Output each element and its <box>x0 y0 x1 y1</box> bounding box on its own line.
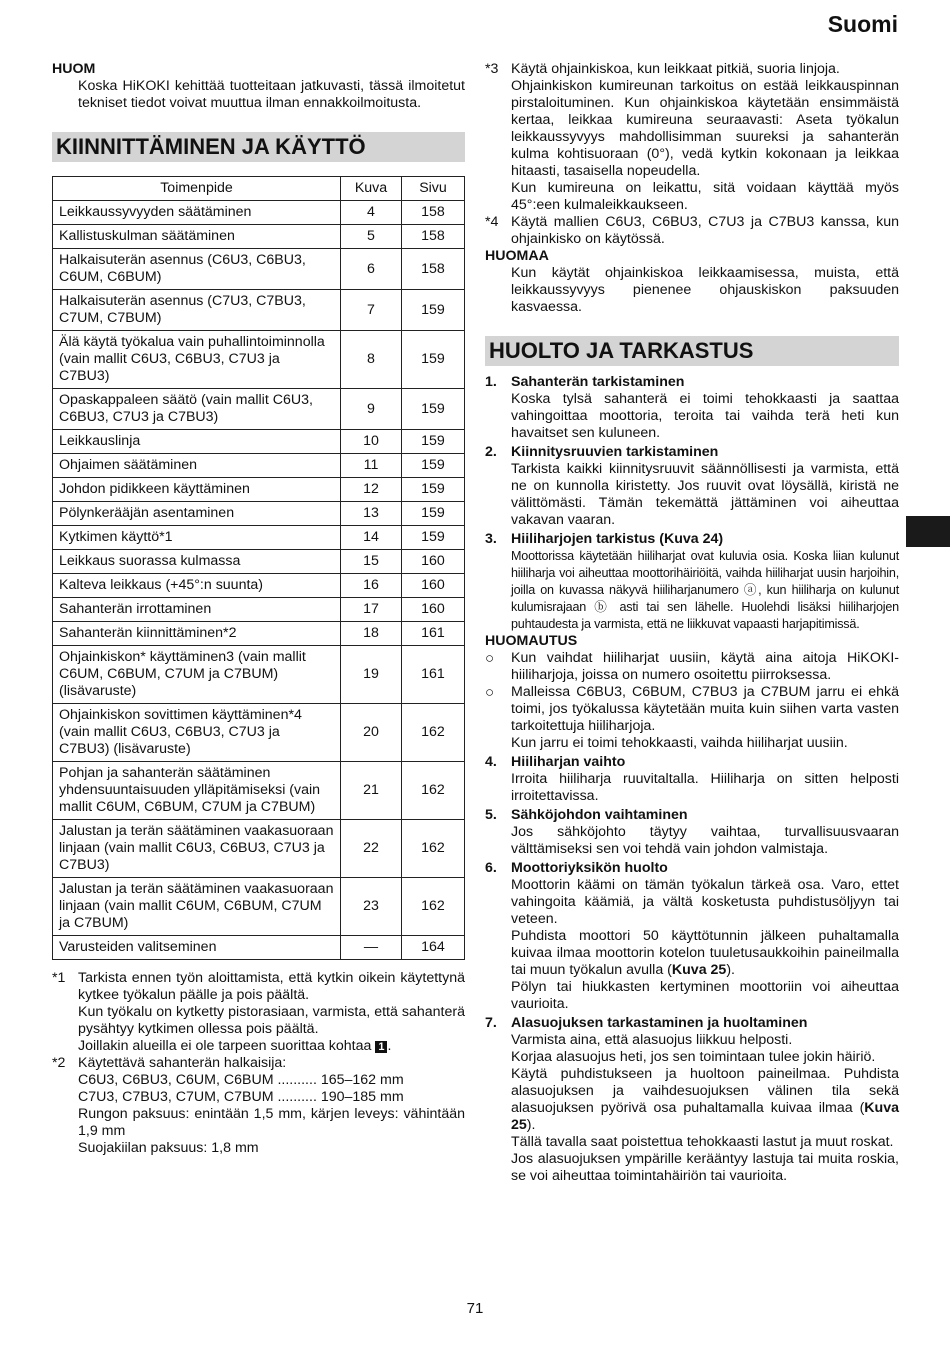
note-text: Koska HiKOKI kehittää tuotteitaan jatkuvasti, tässä ilmoitetut tekniset tiedot voivat muuttua ilman ennakkoilmoitusta. <box>78 78 465 111</box>
item-number: 4. <box>485 754 497 770</box>
table-cell-operation: Leikkaus suorassa kulmassa <box>53 550 341 574</box>
table-cell-figure: 4 <box>341 201 402 225</box>
item-text-5: Jos alasuojuksen ympärille kerääntyy lastuja tai muita roskia, se voi aiheuttaa toimintahäiriön tai vaurioita. <box>511 1151 899 1184</box>
table-cell-page: 160 <box>402 574 465 598</box>
table-cell-figure: 9 <box>341 389 402 430</box>
table-cell-operation: Kallistuskulman säätäminen <box>53 225 341 249</box>
table-row <box>53 502 465 526</box>
table-cell-page: 162 <box>402 878 465 936</box>
item-title: Sahanterän tarkistaminen <box>511 374 685 390</box>
blade-body-thickness: Rungon paksuus: enintään 1,5 mm, kärjen leveys: vähintään 1,9 mm <box>78 1106 465 1139</box>
item-number: 5. <box>485 807 497 823</box>
table-cell-figure: 14 <box>341 526 402 550</box>
item-number: 6. <box>485 860 497 876</box>
table-row <box>53 454 465 478</box>
item-number: 1. <box>485 374 497 390</box>
footnote-3-mark: *3 <box>485 61 499 77</box>
table-header-figure: Kuva <box>341 177 402 201</box>
maintenance-list <box>485 374 899 1185</box>
table-cell-page: 161 <box>402 646 465 704</box>
section-title-attach-use: KIINNITTÄMINEN JA KÄYTTÖ <box>52 132 465 162</box>
item-text-3 <box>511 1066 899 1134</box>
table-cell-page: 159 <box>402 290 465 331</box>
table-cell-figure: 8 <box>341 331 402 389</box>
table-row <box>53 598 465 622</box>
footnote-2 <box>52 1055 465 1157</box>
note-title: HUOM <box>52 61 96 77</box>
left-column <box>52 61 465 1157</box>
table-row <box>53 201 465 225</box>
table-cell-page: 159 <box>402 502 465 526</box>
table-cell-operation: Ohjaimen säätäminen <box>53 454 341 478</box>
table-row <box>53 389 465 430</box>
item-title: Sähköjohdon vaihtaminen <box>511 807 688 823</box>
table-cell-figure: 12 <box>341 478 402 502</box>
table-cell-operation: Ohjainkiskon* käyttäminen3 (vain mallit C6UM, C6BUM, C7UM ja C7BUM) (lisävaruste) <box>53 646 341 704</box>
table-cell-operation: Sahanterän irrottaminen <box>53 598 341 622</box>
table-cell-operation: Halkaisuterän asennus (C6U3, C6BU3, C6UM, C6BUM) <box>53 249 341 290</box>
table-cell-figure: 22 <box>341 820 402 878</box>
table-cell-operation: Jalustan ja terän säätäminen vaakasuoraan linjaan (vain mallit C6U3, C6BU3, C7U3 ja C7BU3) <box>53 820 341 878</box>
footnote-4 <box>485 214 899 248</box>
item-title: Hiiliharjojen tarkistus (Kuva 24) <box>511 531 724 547</box>
table-row <box>53 478 465 502</box>
table-cell-figure: 17 <box>341 598 402 622</box>
blade-diameter-c7: C7U3, C7BU3, C7UM, C7BUM .......... 190–185 mm <box>78 1089 404 1105</box>
item-number: 3. <box>485 531 497 547</box>
blade-diameter-c6: C6U3, C6BU3, C6UM, C6BUM .......... 165–162 mm <box>78 1072 404 1088</box>
item-text-3c: ). <box>526 1117 536 1133</box>
footnote-1-text3-line: Joillakin alueilla ei ole tarpeen suorittaa kohtaa 1 . <box>78 1038 392 1054</box>
figure-ref: Kuva 25 <box>511 1100 899 1133</box>
table-cell-figure: 16 <box>341 574 402 598</box>
maintenance-item-4 <box>485 754 899 805</box>
table-cell-figure: 10 <box>341 430 402 454</box>
table-cell-page: 159 <box>402 526 465 550</box>
item-text: Irroita hiiliharja ruuvitaltalla. Hiiliharja on sitten helposti irroitettavissa. <box>511 771 899 804</box>
table-cell-page: 162 <box>402 762 465 820</box>
footnote-1-text2: Kun työkalu on kytketty pistorasiaan, varmista, että sahanterä pysähtyy kytkimen ollessa pois päältä. <box>78 1004 465 1037</box>
table-cell-figure: 19 <box>341 646 402 704</box>
table-cell-page: 160 <box>402 598 465 622</box>
riving-knife-thickness: Suojakiilan paksuus: 1,8 mm <box>78 1140 259 1156</box>
table-cell-page: 158 <box>402 201 465 225</box>
table-cell-figure: 20 <box>341 704 402 762</box>
maintenance-item-2 <box>485 444 899 529</box>
circle-bullet-icon: ○ <box>485 684 495 701</box>
footnote-1-text3: Joillakin alueilla ei ole tarpeen suorittaa kohtaa <box>78 1038 372 1054</box>
table-row <box>53 820 465 878</box>
table-cell-page: 162 <box>402 704 465 762</box>
table-cell-page: 162 <box>402 820 465 878</box>
footnote-4-text: Käytä mallien C6U3, C6BU3, C7U3 ja C7BU3 kanssa, kun ohjainkisko on käytössä. <box>511 214 899 247</box>
footnote-3-text2: Ohjainkiskon kumireunan tarkoitus on estää leikkauspinnan pirstaloituminen. Kun ohjainkiskoa käytetään ensimmäistä kertaa, leikkaa kumireuna seuraavasti: Aseta työkalun leikkaussyvyys mahdollisimman suureksi ja sahanterän kulma kohtisuoraan (0°), vedä kytkin kokonaan ja leikkaa hitaasti, tasaisella nopeudella. <box>511 78 899 179</box>
table-header-row <box>53 177 465 201</box>
table-cell-operation: Pohjan ja sahanterän säätäminen yhdensuuntaisuuden ylläpitämiseksi (vain mallit C6UM, C6BUM, C7UM ja C7BUM) <box>53 762 341 820</box>
item-number: 2. <box>485 444 497 460</box>
maintenance-item-6 <box>485 860 899 1013</box>
notice-item-1 <box>485 650 899 684</box>
table-cell-operation: Pölynkerääjän asentaminen <box>53 502 341 526</box>
item-text: Jos sähköjohto täytyy vaihtaa, turvallisuusvaaran välttämiseksi sen voi tehdä vain johdon valmistaja. <box>511 824 899 857</box>
footnote-1-text: Tarkista ennen työn aloittamista, että kytkin oikein käytettynä kytkee työkalun päälle ja pois päältä. <box>78 970 465 1003</box>
table-row <box>53 290 465 331</box>
table-cell-page: 160 <box>402 550 465 574</box>
table-cell-figure: 15 <box>341 550 402 574</box>
table-row <box>53 249 465 290</box>
table-row <box>53 762 465 820</box>
language-label: Suomi <box>827 11 898 37</box>
table-cell-figure: 5 <box>341 225 402 249</box>
table-cell-operation: Halkaisuterän asennus (C7U3, C7BU3, C7UM, C7BUM) <box>53 290 341 331</box>
table-header-operation: Toimenpide <box>53 177 341 201</box>
item-text: Tarkista kaikki kiinnitysruuvit säännöllisesti ja varmista, että ne on kunnolla kiristetty. Jos ruuvit ovat löysällä, kiristä ne välittömästi. Tämän tekemättä jättäminen voi aiheuttaa vakavan vaaran. <box>511 461 899 528</box>
item-text-4: Tällä tavalla saat poistettua tehokkaasti lastut ja muut roskat. <box>511 1134 894 1150</box>
maintenance-item-3 <box>485 531 899 633</box>
table-cell-operation: Varusteiden valitseminen <box>53 936 341 960</box>
notice-text-1: Kun vaihdat hiiliharjat uusiin, käytä aina aitoja HiKOKI-hiiliharjoja, joissa on numero osoitettu piirroksessa. <box>511 650 899 683</box>
table-row <box>53 646 465 704</box>
maintenance-item-1 <box>485 374 899 442</box>
table-cell-operation: Leikkaussyvyyden säätäminen <box>53 201 341 225</box>
table-cell-operation: Älä käytä työkalua vain puhallintoiminnolla (vain mallit C6U3, C6BU3, C7U3 ja C7BU3) <box>53 331 341 389</box>
table-cell-operation: Johdon pidikkeen käyttäminen <box>53 478 341 502</box>
notice-item-2 <box>485 684 899 752</box>
table-cell-page: 159 <box>402 389 465 430</box>
table-cell-page: 159 <box>402 430 465 454</box>
footnote-4-mark: *4 <box>485 214 499 230</box>
item-text-2: Korjaa alasuojus heti, jos sen toimintaan tulee jokin häiriö. <box>511 1049 876 1065</box>
table-cell-figure: 23 <box>341 878 402 936</box>
table-cell-figure: 11 <box>341 454 402 478</box>
notice-text-2: Malleissa C6BU3, C6BUM, C7BU3 ja C7BUM jarru ei ehkä toimi, jos työkalussa käytetään muita kuin siihen varta vasten tarkoitettuja hiiliharjoja. <box>511 684 899 734</box>
item-title: Alasuojuksen tarkastaminen ja huoltaminen <box>511 1015 808 1031</box>
table-cell-figure: 6 <box>341 249 402 290</box>
table-cell-figure: 18 <box>341 622 402 646</box>
table-cell-operation: Leikkauslinja <box>53 430 341 454</box>
table-cell-page: 158 <box>402 225 465 249</box>
table-cell-figure: 21 <box>341 762 402 820</box>
item-text: Moottorin käämi on tämän työkalun tärkeä osa. Varo, ettet vahingoita käämiä, ja vältä kosketusta puhdistusöljyyn tai veteen. <box>511 877 899 927</box>
table-cell-page: 158 <box>402 249 465 290</box>
huomaa-text: Kun käytät ohjainkiskoa leikkaamisessa, muista, että leikkaussyvyys pienenee ohjauskiskon paksuuden kasvaessa. <box>511 265 899 315</box>
footnote-2-mark: *2 <box>52 1055 66 1071</box>
right-column <box>485 61 899 1185</box>
item-text-2a: Puhdista moottori 50 käyttötunnin jälkeen puhaltamalla kuivaa ilmaa moottorin kotelon tuuletusaukkoihin paineilmalla tai muun työkalun avulla ( <box>511 928 899 978</box>
table-header-page: Sivu <box>402 177 465 201</box>
table-cell-figure: 13 <box>341 502 402 526</box>
circle-bullet-icon: ○ <box>485 650 495 667</box>
figure-ref: Kuva 25 <box>671 962 727 978</box>
table-row <box>53 878 465 936</box>
item-title: Kiinnitysruuvien tarkistaminen <box>511 444 719 460</box>
footnote-3-text1: Käytä ohjainkiskoa, kun leikkaat pitkiä, suoria linjoja. <box>511 61 840 77</box>
huomaa-title: HUOMAA <box>485 248 549 264</box>
table-cell-page: 164 <box>402 936 465 960</box>
table-row <box>53 550 465 574</box>
page-number: 71 <box>466 1300 484 1317</box>
table-row <box>53 574 465 598</box>
item-number: 7. <box>485 1015 497 1031</box>
footnotes <box>52 970 465 1157</box>
table-row <box>53 704 465 762</box>
item-text-2 <box>511 928 899 979</box>
footnote-3-text3: Kun kumireuna on leikattu, sitä voidaan käyttää myös 45°:een kulmaleikkaukseen. <box>511 180 899 213</box>
table-cell-page: 159 <box>402 478 465 502</box>
table-cell-page: 159 <box>402 331 465 389</box>
table-cell-operation: Kalteva leikkaus (+45°:n suunta) <box>53 574 341 598</box>
table-cell-operation: Opaskappaleen säätö (vain mallit C6U3, C6BU3, C7U3 ja C7BU3) <box>53 389 341 430</box>
notice-text-2b: Kun jarru ei toimi tehokkaasti, vaihda hiiliharjat uusiin. <box>511 735 848 751</box>
table-cell-figure: 7 <box>341 290 402 331</box>
section-title-maintenance: HUOLTO JA TARKASTUS <box>485 336 899 366</box>
table-cell-page: 159 <box>402 454 465 478</box>
item-text: Moottorissa käytetään hiiliharjat ovat kuluvia osia. Koska liian kulunut hiiliharja voi aiheuttaa moottorihäiriöitä, vaihda hiiliharjat uusin harjoihin, joilla on kuvassa näkyvä hiiliharjanumero ⓐ, kun hiiliharja on kulunut kulumisrajaan ⓑ asti tai sen lähelle. Huolehdi lisäksi hiiliharjojen puhtaudesta ja varmista, että ne liikkuvat vapaasti harjapitimissä. <box>511 549 899 631</box>
item-title: Hiiliharjan vaihto <box>511 754 626 770</box>
table-row <box>53 331 465 389</box>
item-text-2c: ). <box>726 962 735 978</box>
table-cell-figure: — <box>341 936 402 960</box>
item-text-3: Pölyn tai hiukkasten kertyminen moottoriin voi aiheuttaa vaurioita. <box>511 979 899 1012</box>
table-row <box>53 622 465 646</box>
footnote-1 <box>52 970 465 1055</box>
table-row <box>53 526 465 550</box>
maintenance-item-5 <box>485 807 899 858</box>
table-row <box>53 936 465 960</box>
figure-box-number: 1 <box>375 1041 387 1053</box>
item-title: Moottoriyksikön huolto <box>511 860 668 876</box>
table-row <box>53 430 465 454</box>
section-tab-marker <box>906 516 950 547</box>
table-cell-page: 161 <box>402 622 465 646</box>
item-text: Varmista aina, että alasuojus liikkuu helposti. <box>511 1032 793 1048</box>
item-text-3a: Käytä puhdistukseen ja huoltoon paineilmaa. Puhdista alasuojuksen ja vaihdesuojuksen välinen tila sekä alasuojuksen pyörivä osa puhaltamalla kuivaa ilmaa ( <box>511 1066 899 1116</box>
maintenance-item-7 <box>485 1015 899 1185</box>
operations-table <box>52 176 465 960</box>
footnote-2-text: Käytettävä sahanterän halkaisija: <box>78 1055 287 1071</box>
table-cell-operation: Sahanterän kiinnittäminen*2 <box>53 622 341 646</box>
footnote-3 <box>485 61 899 214</box>
table-cell-operation: Ohjainkiskon sovittimen käyttäminen*4 (vain mallit C6U3, C6BU3, C7U3 ja C7BU3) (lisävaruste) <box>53 704 341 762</box>
table-cell-operation: Jalustan ja terän säätäminen vaakasuoraan linjaan (vain mallit C6UM, C6BUM, C7UM ja C7BUM) <box>53 878 341 936</box>
footnote-1-mark: *1 <box>52 970 66 986</box>
huomautus-title: HUOMAUTUS <box>485 633 578 649</box>
table-row <box>53 225 465 249</box>
item-text: Koska tylsä sahanterä ei toimi tehokkaasti ja saattaa vahingoittaa moottoria, teroita tai vaihda terä heti kun havaitset sen kuluneen. <box>511 391 899 441</box>
table-cell-operation: Kytkimen käyttö*1 <box>53 526 341 550</box>
